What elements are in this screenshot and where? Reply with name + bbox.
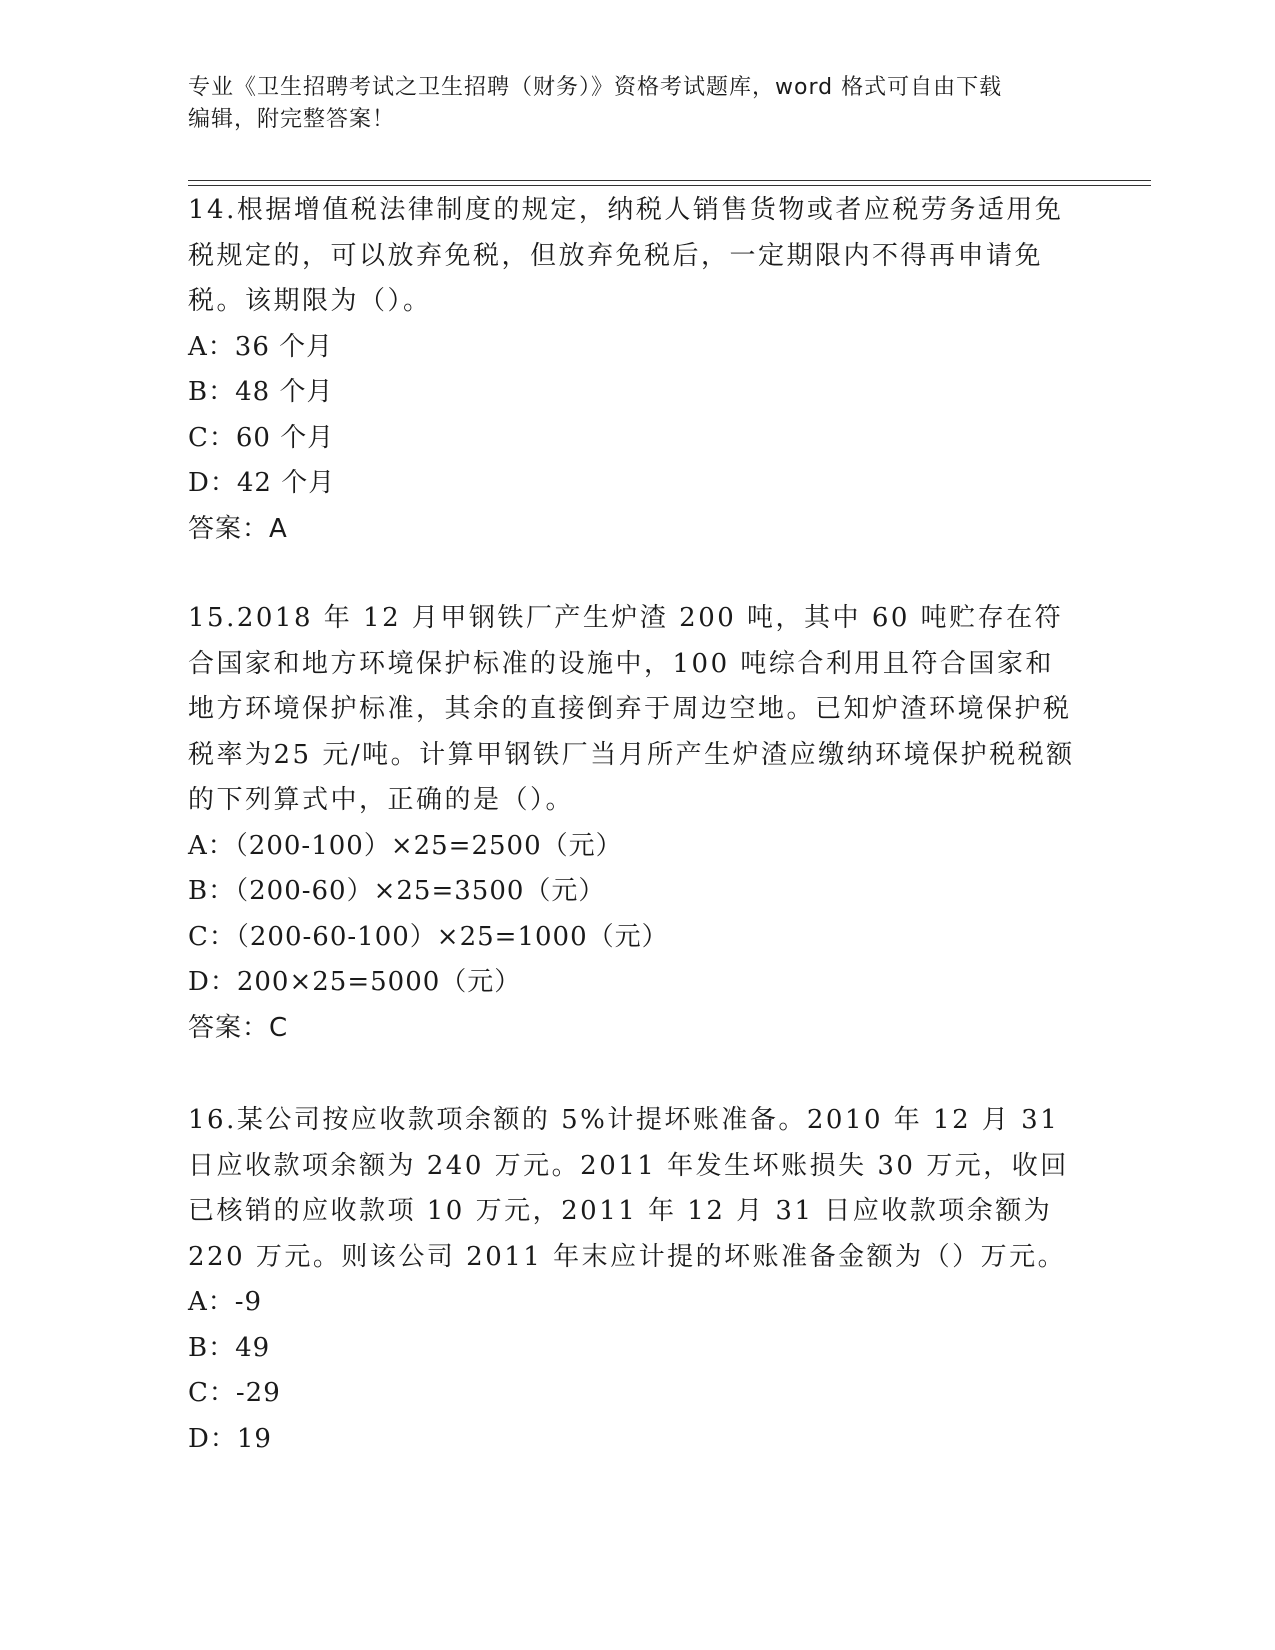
question-stem: 14.根据增值税法律制度的规定，纳税人销售货物或者应税劳务适用免税规定的，可以放弃免税，但放弃免税后，一定期限内不得再申请免税。该期限为（）。 (188, 195, 1064, 316)
option-c: C：60 个月 (188, 422, 335, 453)
question-14 (188, 188, 1078, 552)
option-c: C：（200-60-100）×25=1000（元） (188, 921, 669, 952)
option-d: D：19 (188, 1423, 272, 1454)
question-15 (188, 596, 1078, 1051)
header-line-1: 专业《卫生招聘考试之卫生招聘（财务）》资格考试题库，word 格式可自由下载 (188, 75, 1003, 100)
header-divider-top (188, 180, 1151, 181)
question-stem: 16.某公司按应收款项余额的 5%计提坏账准备。2010 年 12 月 31 日应收款项余额为 240 万元。2011 年发生坏账损失 30 万元，收回已核销的应收款项 10 万元，2011 年 12 月 31 日应收款项余额为 220 万元。则该公司 2011 年末应计提的坏账准备金额为（）万元。 (188, 1105, 1069, 1272)
document-header (188, 72, 1068, 136)
option-b: B：（200-60）×25=3500（元） (188, 876, 606, 906)
option-a: A：（200-100）×25=2500（元） (188, 830, 623, 861)
option-d: D：200×25=5000（元） (188, 967, 522, 997)
option-b: B：48 个月 (188, 377, 334, 407)
option-a: A：36 个月 (188, 331, 334, 362)
answer: 答案：C (188, 1012, 289, 1043)
header-line-2: 编辑，附完整答案！ (188, 107, 396, 132)
question-stem: 15.2018 年 12 月甲钢铁厂产生炉渣 200 吨，其中 60 吨贮存在符合国家和地方环境保护标准的设施中，100 吨综合利用且符合国家和地方环境保护标准，其余的直接倒弃于周边空地。已知炉渣环境保护税税率为25 元/吨。计算甲钢铁厂当月所产生炉渣应缴纳环境保护税税额的下列算式中，正确的是（）。 (188, 603, 1075, 815)
option-b: B：49 (188, 1332, 271, 1363)
answer: 答案：A (188, 513, 288, 544)
header-divider-bottom (188, 185, 1151, 186)
question-16 (188, 1098, 1078, 1462)
option-a: A：-9 (188, 1287, 263, 1317)
option-c: C：-29 (188, 1378, 281, 1408)
option-d: D：42 个月 (188, 468, 336, 498)
